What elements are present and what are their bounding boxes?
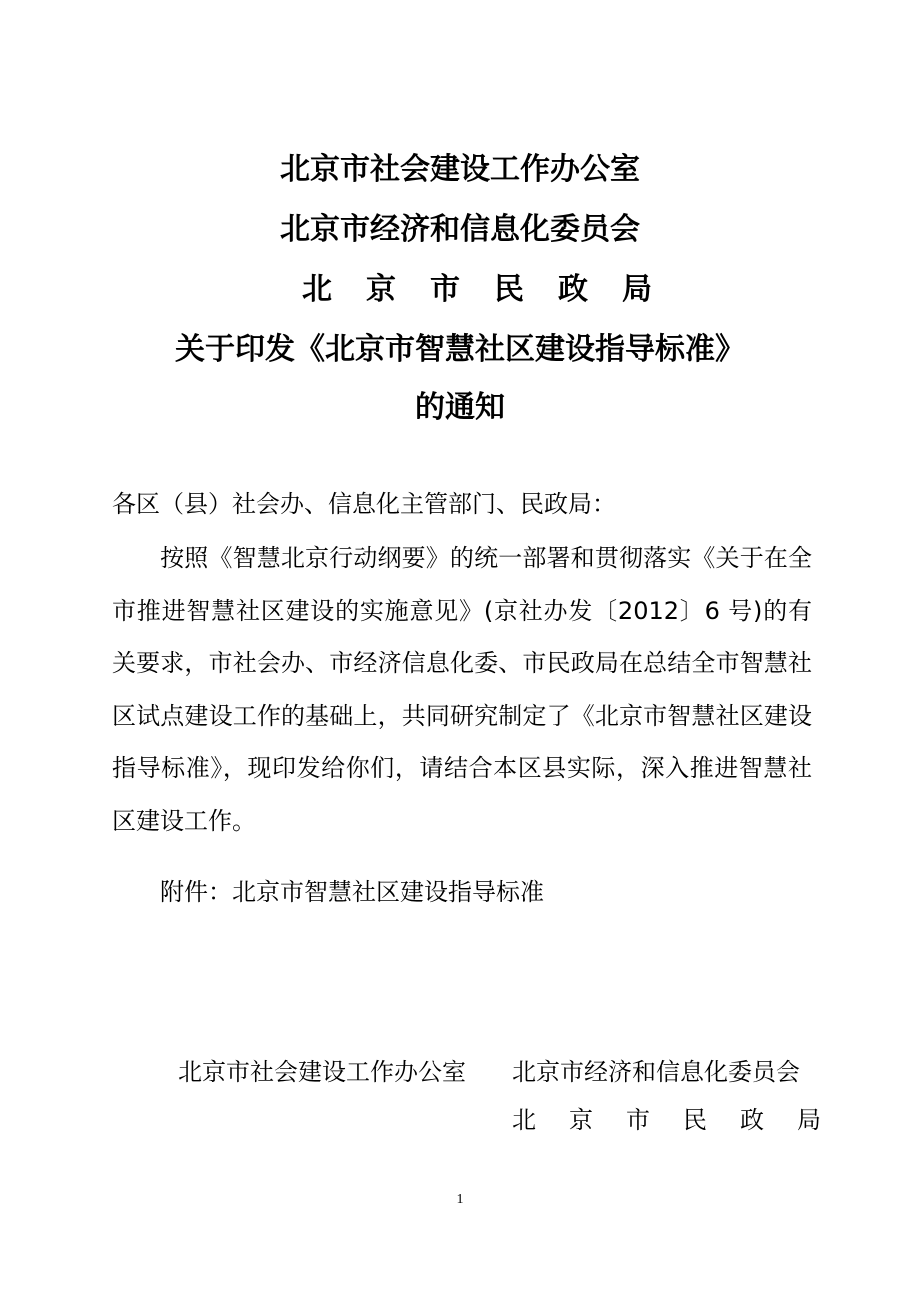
signature-org-3: 北京市民政局 — [512, 1106, 854, 1134]
title-issuer-3: 北京市民政局 — [302, 272, 686, 307]
signature-org-2: 北京市经济和信息化委员会 — [512, 1058, 800, 1086]
title-subject: 关于印发《北京市智慧社区建设指导标准》 — [175, 332, 745, 367]
title-notice: 的通知 — [415, 390, 505, 425]
attachment-line: 附件：北京市智慧社区建设指导标准 — [160, 878, 544, 906]
page-number: 1 — [456, 1192, 464, 1207]
title-issuer-2: 北京市经济和信息化委员会 — [280, 212, 640, 247]
body-paragraph — [112, 532, 812, 847]
title-issuer-1: 北京市社会建设工作办公室 — [280, 152, 640, 187]
salutation: 各区（县）社会办、信息化主管部门、民政局： — [112, 490, 616, 518]
body-paragraph-text: 按照《智慧北京行动纲要》的统一部署和贯彻落实《关于在全市推进智慧社区建设的实施意见》(京社办发〔2012〕6 号)的有关要求，市社会办、市经济信息化委、市民政局在总结全市智慧社区试点建设工作的基础上，共同研究制定了《北京市智慧社区建设指导标准》，现印发给你们，请结合本区县实际，深入推进智慧社区建设工作。 — [112, 544, 812, 835]
signature-org-1: 北京市社会建设工作办公室 — [178, 1058, 466, 1086]
